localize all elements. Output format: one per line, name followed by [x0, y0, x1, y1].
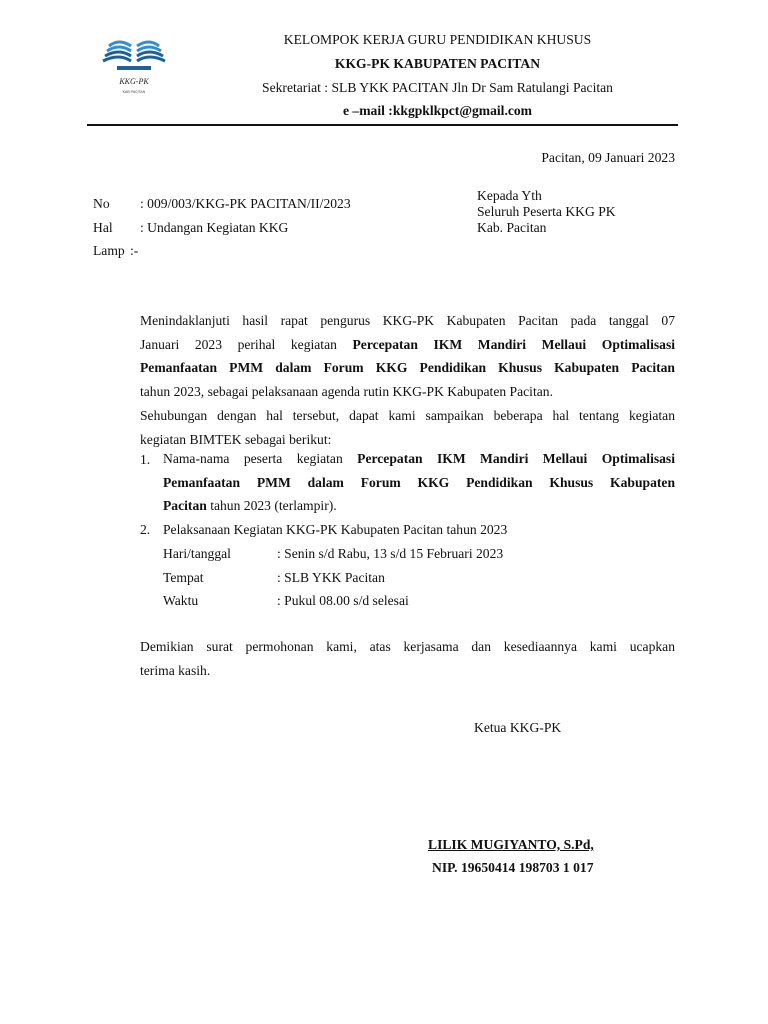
org-name: KKG-PK KABUPATEN PACITAN	[334, 56, 541, 71]
lamp-value: :-	[130, 243, 139, 258]
org-line: KELOMPOK KERJA GURU PENDIDIKAN KHUSUS	[283, 32, 592, 47]
list-item-2-text: Pelaksanaan Kegiatan KKG-PK Kabupaten Pacitan tahun 2023	[163, 522, 508, 537]
p2-line-1: Sehubungan dengan hal tersebut, dapat kami sampaikan beberapa hal tentang kegiatan	[140, 407, 675, 423]
list-item-2-number: 2.	[140, 522, 151, 537]
logo-subtext: KAB PACITAN	[122, 90, 146, 94]
signatory-name: LILIK MUGIYANTO, S.Pd,	[428, 837, 594, 852]
recipient-line-1: Kepada Yth	[477, 188, 542, 203]
no-value: : 009/003/KKG-PK PACITAN/II/2023	[140, 196, 351, 211]
logo-text: KKG-PK	[119, 77, 149, 86]
schedule-label-time: Waktu	[163, 593, 199, 608]
schedule-value-place: : SLB YKK Pacitan	[277, 570, 385, 585]
org-email: e –mail :kkgpklkpct@gmail.com	[343, 103, 532, 118]
schedule-value-day: : Senin s/d Rabu, 13 s/d 15 Februari 2023	[277, 546, 504, 561]
p1-line-3: Pemanfaatan PMM dalam Forum KKG Pendidikan Khusus Kabupaten Pacitan	[140, 360, 675, 376]
recipient-line-2: Seluruh Peserta KKG PK	[477, 204, 616, 219]
lamp-label: Lamp	[93, 243, 125, 258]
closing-paragraph	[140, 635, 675, 682]
closing-line-1: Demikian surat permohonan kami, atas kerjasama dan kesediaannya kami ucapkan	[140, 639, 675, 654]
letter-date: Pacitan, 09 Januari 2023	[541, 150, 675, 165]
kkg-pk-logo	[99, 36, 169, 102]
p1-line-4: tahun 2023, sebagai pelaksanaan agenda rutin KKG-PK Kabupaten Pacitan.	[140, 384, 553, 400]
body-paragraph	[140, 309, 675, 451]
org-address: Sekretariat : SLB YKK PACITAN Jln Dr Sam Ratulangi Pacitan	[262, 80, 613, 95]
signature-title: Ketua KKG-PK	[474, 720, 562, 735]
p1-line-2: Januari 2023 perihal kegiatan Percepatan IKM Mandiri Mellaui Optimalisasi	[140, 336, 676, 352]
p1-line-1: Menindaklanjuti hasil rapat pengurus KKG-PK Kabupaten Pacitan pada tanggal 07	[140, 313, 675, 328]
recipient-line-3: Kab. Pacitan	[477, 220, 547, 235]
letterhead-divider	[87, 124, 678, 126]
list-item-1	[163, 447, 675, 518]
item1-line-1: Nama-nama peserta kegiatan Percepatan IKM Mandiri Mellaui Optimalisasi	[163, 451, 675, 466]
list-item-1-number: 1.	[140, 452, 151, 467]
signatory-nip: NIP. 19650414 198703 1 017	[432, 860, 594, 875]
closing-line-2: terima kasih.	[140, 662, 211, 678]
p2-line-2: kegiatan BIMTEK sebagai berikut:	[140, 431, 332, 447]
hal-label: Hal	[93, 220, 113, 235]
schedule-label-day: Hari/tanggal	[163, 546, 231, 561]
schedule-label-place: Tempat	[163, 570, 204, 585]
schedule-value-time: : Pukul 08.00 s/d selesai	[277, 593, 409, 608]
item1-line-2: Pemanfaatan PMM dalam Forum KKG Pendidikan Khusus Kabupaten	[163, 474, 675, 490]
hal-value: : Undangan Kegiatan KKG	[140, 220, 289, 235]
item1-line-3: Pacitan tahun 2023 (terlampir).	[163, 498, 337, 514]
no-label: No	[93, 196, 110, 211]
